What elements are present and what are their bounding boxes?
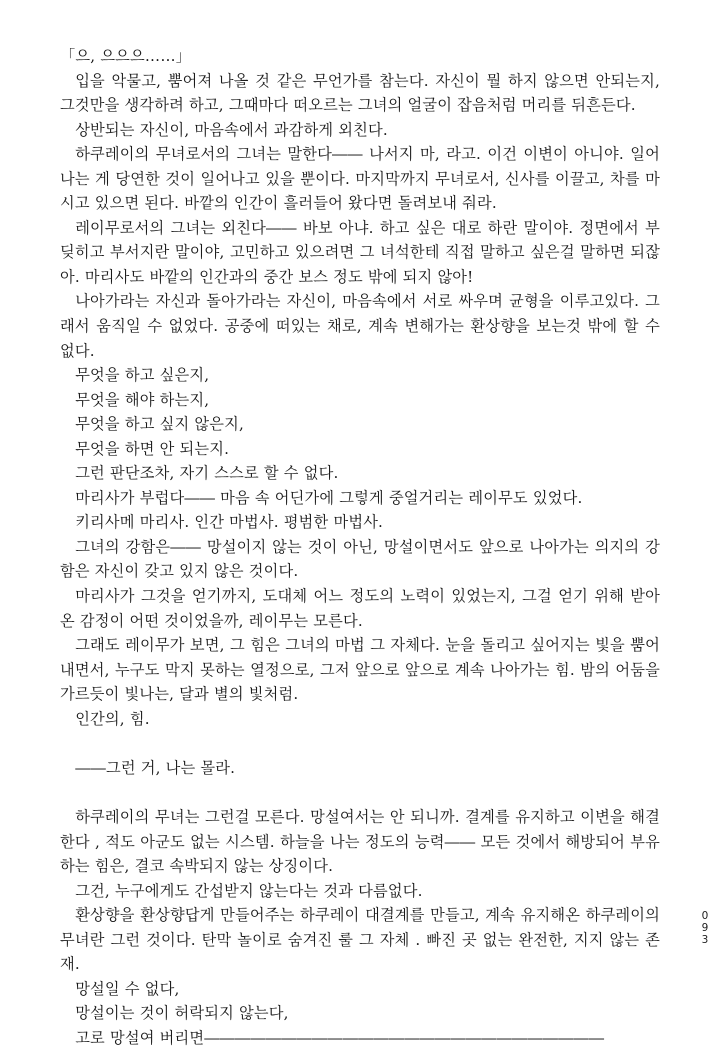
paragraph: 마리사가 그것을 얻기까지, 도대체 어느 정도의 노력이 있었는지, 그걸 얻기 위해 받아온 감정이 어떤 것이었을까, 레이무는 모른다. [60,587,660,630]
paragraph: 그건, 누구에게도 간섭받지 않는다는 것과 다름없다. [75,881,423,900]
paragraph: 키리사메 마리사. 인간 마법사. 평범한 마법사. [75,513,384,532]
paragraph: 상반되는 자신이, 마음속에서 과감하게 외친다. [75,120,388,139]
page-number-digit: 3 [701,934,709,946]
page-number [698,910,712,946]
paragraph-final: 고로 망설여 버리면―――――――――――――――――――――――――― [75,1028,605,1047]
blank-line [60,780,660,805]
page-number-text [698,910,712,946]
blank-line [60,731,660,756]
paragraph: 무엇을 해야 하는지, [75,390,210,409]
text-body [60,44,660,1050]
paragraph: 나아가라는 자신과 돌아가라는 자신이, 마음속에서 서로 싸우며 균형을 이루고있다. 그래서 움직일 수 없었다. 공중에 떠있는 채로, 계속 변해가는 환상향을 보는것 밖에 할 수 없다. [60,292,660,360]
paragraph: 그래도 레이무가 보면, 그 힘은 그녀의 마법 그 자체다. 눈을 돌리고 싶어지는 빛을 뿜어내면서, 누구도 막지 못하는 열정으로, 그저 앞으로 앞으로 계속 나아가는 힘. 밤의 어둠을 가르듯이 빛나는, 달과 별의 빛처럼. [60,636,660,704]
paragraph: 환상향을 환상향답게 만들어주는 하쿠레이 대결계를 만들고, 계속 유지해온 하쿠레이의 무녀란 그런 것이다. 탄막 놀이로 숨겨진 룰 그 자체 . 빠진 곳 없는 완전한, 지지 않는 존재. [60,906,660,974]
paragraph-centerpiece: ――그런 거, 나는 몰라. [75,758,236,777]
paragraph: 인간의, 힘. [75,709,150,728]
page-number-digit: 0 [701,910,709,922]
paragraph: 그런 판단조차, 자기 스스로 할 수 없다. [75,464,339,483]
paragraph: 마리사가 부럽다―― 마음 속 어딘가에 그렇게 중얼거리는 레이무도 있었다. [75,488,583,507]
paragraph: 하쿠레이의 무녀는 그런걸 모른다. 망설여서는 안 되니까. 결계를 유지하고 이변을 해결한다 , 적도 아군도 없는 시스템. 하늘을 나는 정도의 능력―― 모든 것에서 해방되어 부유하는 힘은, 결코 속박되지 않는 상징이다. [60,807,660,876]
paragraph-opening-groan: 「으, 으으으……」 [60,47,192,65]
paragraph: 그녀의 강함은―― 망설이지 않는 것이 아닌, 망설이면서도 앞으로 나아가는 의지의 강함은 자신이 갖고 있지 않은 것이다. [60,537,660,581]
paragraph: 망설이는 것이 허락되지 않는다, [75,1004,289,1023]
paragraph: 무엇을 하고 싶지 않은지, [75,415,245,434]
page-number-digit: 9 [701,922,709,934]
paragraph: 망설일 수 없다, [75,979,180,998]
paragraph: 무엇을 하고 싶은지, [75,366,210,385]
paragraph: 레이무로서의 그녀는 외친다―― 바보 아냐. 하고 싶은 대로 하란 말이야. 정면에서 부딪히고 부서지란 말이야, 고민하고 있으려면 그 녀석한테 직접 말하고 싶은걸 말하면 되잖아. 마리사도 바깥의 인간과의 중간 보스 정도 밖에 되지 않아! [60,218,660,286]
paragraph: 무엇을 하면 안 되는지. [75,439,230,458]
paragraph: 하쿠레이의 무녀로서의 그녀는 말한다―― 나서지 마, 라고. 이건 이변이 아니야. 일어나는 게 당연한 것이 일어나고 있을 뿐이다. 마지막까지 무녀로서, 신사를 이끌고, 차를 마시고 있으면 된다. 바깥의 인간이 흘러들어 왔다면 돌려보내 줘라. [60,145,660,213]
paragraph: 입을 악물고, 뿜어져 나올 것 같은 무언가를 참는다. 자신이 뭘 하지 않으면 안되는지, 그것만을 생각하려 하고, 그때마다 떠오르는 그녀의 얼굴이 잡음처럼 머리를 뒤흔든다. [60,71,660,115]
